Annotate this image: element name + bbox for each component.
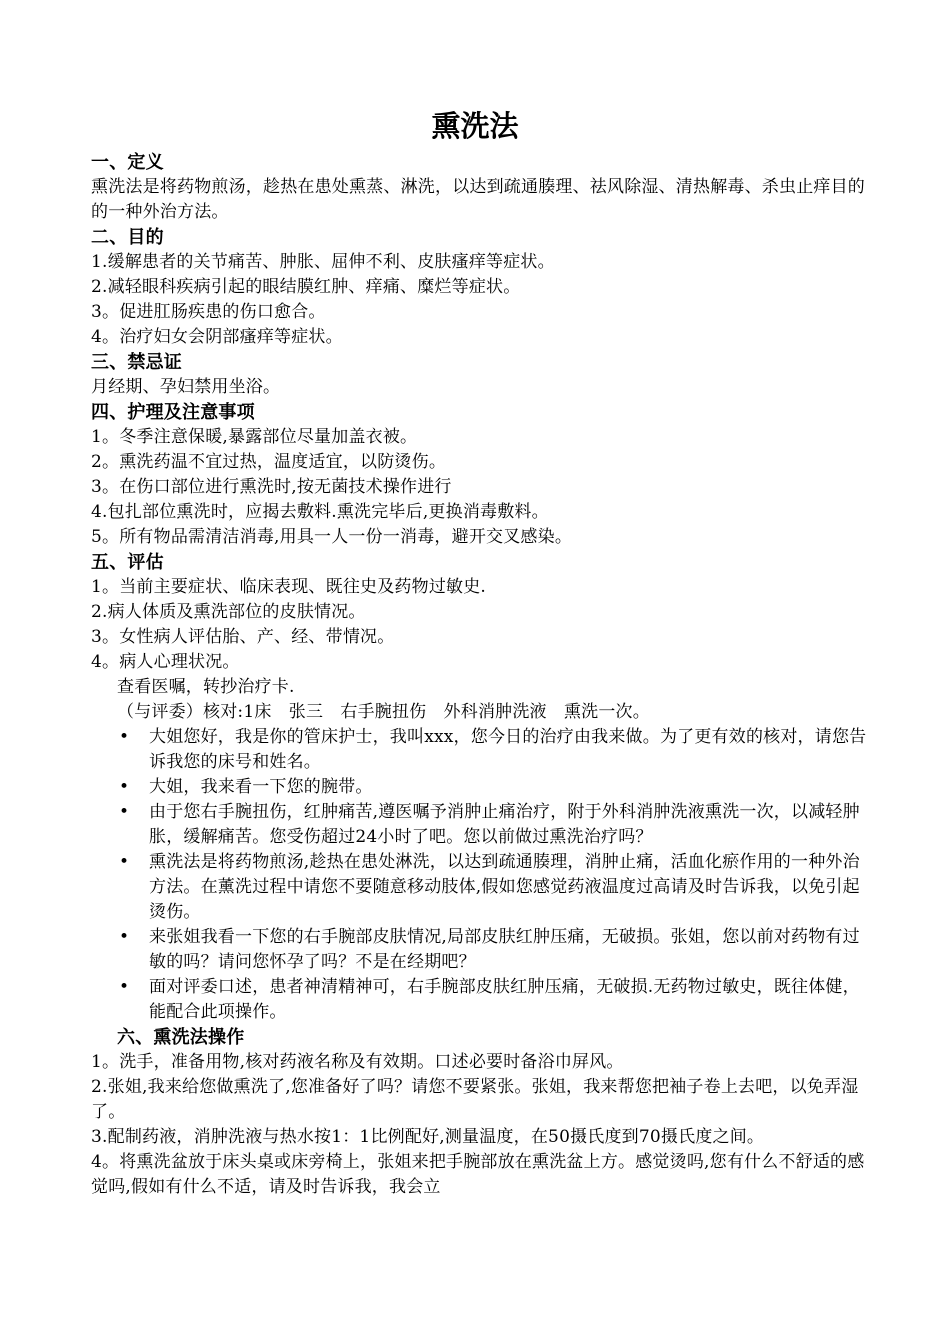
assessment-item: 3。女性病人评估胎、产、经、带情况。 [91, 627, 395, 647]
operation-item: 1。洗手，准备用物,核对药液名称及有效期。口述必要时备浴巾屏风。 [91, 1052, 624, 1072]
purpose-item: 1.缓解患者的关节痛苦、肿胀、屈伸不利、皮肤瘙痒等症状。 [91, 252, 555, 272]
dialogue-bullet-list [91, 725, 871, 1025]
assessment-item: 2.病人体质及熏洗部位的皮肤情况。 [91, 602, 366, 622]
purpose-item: 4。治疗妇女会阴部瘙痒等症状。 [91, 327, 343, 347]
nursing-item: 5。所有物品需清洁消毒,用具一人一份一消毒，避开交叉感染。 [91, 527, 573, 547]
nursing-item: 2。熏洗药温不宜过热，温度适宜，以防烫伤。 [91, 452, 447, 472]
list-item: • 大姐，我来看一下您的腕带。 [149, 775, 871, 800]
section-heading-assessment: 五、评估 [91, 552, 164, 573]
nursing-item: 1。冬季注意保暖,暴露部位尽量加盖衣被。 [91, 427, 418, 447]
section-heading-contraindications: 三、禁忌证 [91, 352, 182, 373]
nursing-item: 4.包扎部位熏洗时，应揭去敷料.熏洗完毕后,更换消毒敷料。 [91, 502, 549, 522]
nursing-item: 3。在伤口部位进行熏洗时,按无菌技术操作进行 [91, 477, 452, 497]
section-heading-definition: 一、定义 [91, 152, 164, 173]
operation-item: 3.配制药液，消肿洗液与热水按1：1比例配好,测量温度，在50摄氏度到70摄氏度之间。 [91, 1127, 765, 1147]
section-heading-nursing-notes: 四、护理及注意事项 [91, 402, 255, 423]
page-title: 熏洗法 [431, 109, 519, 143]
section-heading-purpose: 二、目的 [91, 227, 164, 248]
assessment-note: 查看医嘱，转抄治疗卡. [117, 677, 295, 697]
assessment-item: 1。当前主要症状、临床表现、既往史及药物过敏史. [91, 577, 487, 597]
purpose-item: 3。促进肛肠疾患的伤口愈合。 [91, 302, 326, 322]
list-item: • 由于您右手腕扭伤，红肿痛苦,遵医嘱予消肿止痛治疗，附于外科消肿洗液熏洗一次，以减轻肿胀，缓解痛苦。您受伤超过24小时了吧。您以前做过熏洗治疗吗？ [149, 800, 871, 850]
section-heading-operation: 六、熏洗法操作 [117, 1027, 245, 1048]
list-item: • 来张姐我看一下您的右手腕部皮肤情况,局部皮肤红肿压痛，无破损。张姐，您以前对药物有过敏的吗？请问您怀孕了吗？不是在经期吧？ [149, 925, 871, 975]
operation-item: 4。将熏洗盆放于床头桌或床旁椅上，张姐来把手腕部放在熏洗盆上方。感觉烫吗,您有什么不舒适的感觉吗,假如有什么不适，请及时告诉我，我会立 [91, 1152, 865, 1197]
operation-item: 2.张姐,我来给您做熏洗了,您准备好了吗？请您不要紧张。张姐，我来帮您把袖子卷上去吧，以免弄湿了。 [91, 1077, 859, 1122]
document-body [91, 150, 871, 1200]
assessment-item: 4。病人心理状况。 [91, 652, 240, 672]
list-item: • 熏洗法是将药物煎汤,趁热在患处淋洗，以达到疏通腠理，消肿止痛，活血化瘀作用的一种外治方法。在薰洗过程中请您不要随意移动肢体,假如您感觉药液温度过高请及时告诉我，以免引起烫伤。 [149, 850, 871, 925]
assessment-note: （与评委）核对:1床 张三 右手腕扭伤 外科消肿洗液 熏洗一次。 [117, 702, 650, 722]
definition-text: 熏洗法是将药物煎汤，趁热在患处熏蒸、淋洗，以达到疏通腠理、祛风除湿、清热解毒、杀虫止痒目的的一种外治方法。 [91, 177, 865, 222]
contraindications-text: 月经期、孕妇禁用坐浴。 [91, 377, 281, 397]
list-item: • 大姐您好，我是你的管床护士，我叫xxx，您今日的治疗由我来做。为了更有效的核对，请您告诉我您的床号和姓名。 [149, 725, 871, 775]
list-item: • 面对评委口述，患者神清精神可，右手腕部皮肤红肿压痛，无破损.无药物过敏史，既往体健，能配合此项操作。 [149, 975, 871, 1025]
purpose-item: 2.减轻眼科疾病引起的眼结膜红肿、痒痛、糜烂等症状。 [91, 277, 521, 297]
